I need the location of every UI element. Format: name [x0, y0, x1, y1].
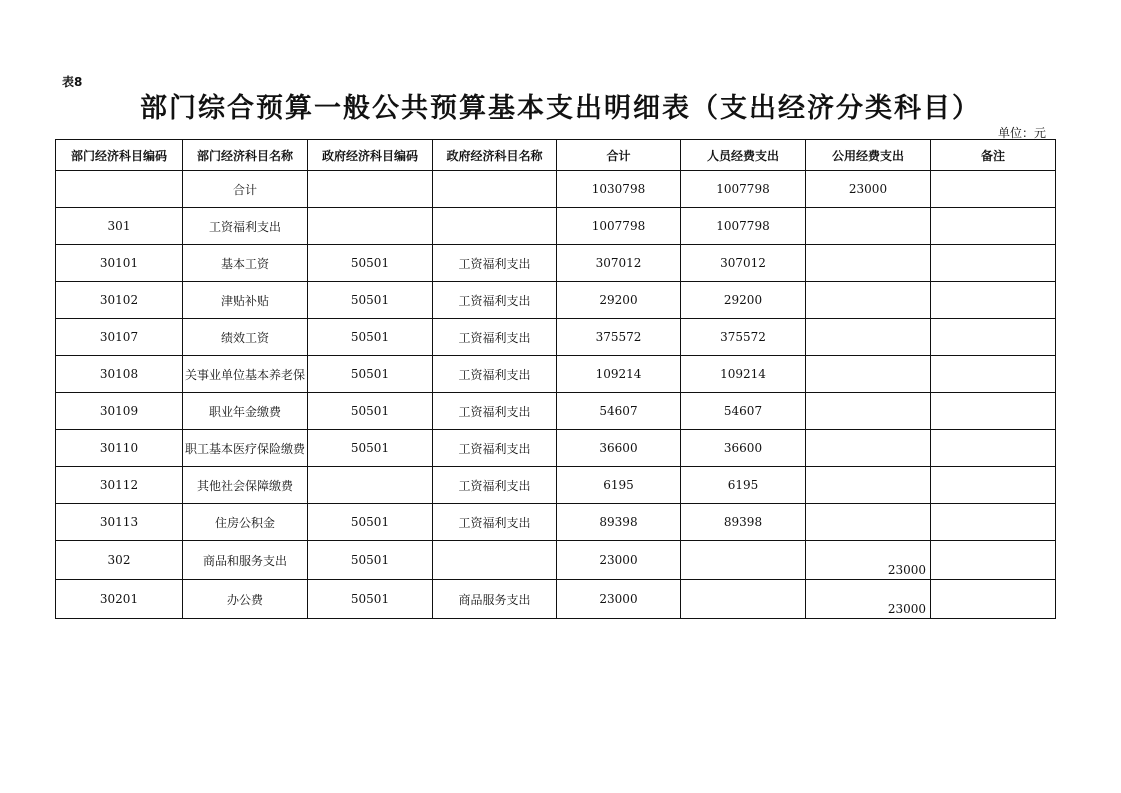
cell-gov-name-text: 工资福利支出	[458, 515, 531, 530]
cell-dept-name	[183, 580, 308, 619]
cell-personnel	[681, 356, 806, 393]
cell-dept-code	[56, 467, 183, 504]
cell-remark	[931, 208, 1056, 245]
cell-gov-code-text: 50501	[350, 330, 390, 344]
col-header-public: 公用经费支出	[806, 140, 931, 171]
table-body	[56, 171, 1056, 619]
cell-personnel-text: 307012	[720, 256, 766, 270]
cell-gov-name	[433, 245, 557, 282]
cell-personnel	[681, 580, 806, 619]
cell-total	[557, 356, 681, 393]
cell-gov-code	[308, 245, 433, 282]
cell-dept-code-text: 30113	[99, 515, 139, 529]
cell-gov-name-text: 工资福利支出	[458, 256, 531, 271]
cell-dept-code	[56, 208, 183, 245]
cell-dept-name-text: 职业年金缴费	[208, 404, 281, 419]
unit-label: 单位：元	[998, 126, 1047, 140]
cell-total	[557, 282, 681, 319]
cell-dept-name-text: 合计	[232, 182, 257, 197]
cell-dept-code-text: 301	[107, 219, 131, 233]
table-row	[56, 319, 1056, 356]
cell-public	[806, 430, 931, 467]
col-header-gov-code: 政府经济科目编码	[308, 140, 433, 171]
cell-gov-code	[308, 541, 433, 580]
cell-remark	[931, 282, 1056, 319]
table-row	[56, 430, 1056, 467]
cell-gov-name-text: 工资福利支出	[458, 478, 531, 493]
cell-gov-code-text: 50501	[350, 553, 390, 567]
cell-total-text: 29200	[599, 293, 638, 307]
cell-total	[557, 393, 681, 430]
cell-public	[806, 356, 931, 393]
cell-remark	[931, 504, 1056, 541]
cell-public-text: 23000	[887, 563, 926, 577]
cell-public	[806, 245, 931, 282]
cell-dept-name-text: 工资福利支出	[208, 219, 281, 234]
cell-personnel	[681, 208, 806, 245]
cell-personnel	[681, 430, 806, 467]
cell-dept-code-text: 30109	[99, 404, 139, 418]
cell-total-text: 375572	[595, 330, 642, 344]
cell-dept-name	[183, 430, 308, 467]
cell-public	[806, 467, 931, 504]
cell-remark	[931, 580, 1056, 619]
cell-dept-code-text: 302	[107, 553, 131, 567]
cell-personnel	[681, 504, 806, 541]
cell-total	[557, 171, 681, 208]
cell-dept-code-text: 30201	[99, 592, 139, 606]
cell-personnel-text: 89398	[723, 515, 763, 529]
table-row	[56, 393, 1056, 430]
cell-dept-code	[56, 504, 183, 541]
cell-personnel-text: 1007798	[716, 182, 770, 196]
cell-gov-code	[308, 282, 433, 319]
table-row	[56, 356, 1056, 393]
cell-dept-name	[183, 245, 308, 282]
cell-gov-code-text: 50501	[350, 441, 390, 455]
cell-dept-code-text: 30102	[99, 293, 139, 307]
cell-dept-code	[56, 393, 183, 430]
cell-public	[806, 580, 931, 619]
cell-personnel-text: 1007798	[716, 219, 770, 233]
cell-personnel	[681, 393, 806, 430]
cell-dept-name-text: 其他社会保障缴费	[196, 478, 293, 493]
cell-gov-name	[433, 282, 557, 319]
cell-public	[806, 393, 931, 430]
cell-dept-name-text: 津贴补贴	[220, 293, 269, 308]
cell-remark	[931, 393, 1056, 430]
cell-total-text: 307012	[595, 256, 642, 270]
cell-gov-name-text: 工资福利支出	[458, 441, 531, 456]
cell-total	[557, 541, 681, 580]
col-header-gov-name: 政府经济科目名称	[433, 140, 557, 171]
cell-dept-name	[183, 171, 308, 208]
cell-gov-code-text: 50501	[350, 293, 390, 307]
cell-gov-name	[433, 467, 557, 504]
col-header-personnel: 人员经费支出	[681, 140, 806, 171]
cell-personnel	[681, 171, 806, 208]
cell-dept-code-text: 30108	[99, 367, 139, 381]
cell-remark	[931, 171, 1056, 208]
cell-total-text: 6195	[603, 478, 634, 492]
cell-gov-name	[433, 393, 557, 430]
cell-total-text: 36600	[599, 441, 638, 455]
cell-public	[806, 541, 931, 580]
cell-total-text: 23000	[599, 592, 638, 606]
cell-gov-code	[308, 356, 433, 393]
cell-dept-name-text: 住房公积金	[214, 515, 275, 530]
cell-total-text: 54607	[599, 404, 638, 418]
cell-gov-code	[308, 467, 433, 504]
col-header-dept-name: 部门经济科目名称	[183, 140, 308, 171]
cell-gov-code-text: 50501	[350, 592, 390, 606]
cell-dept-name-text: 职工基本医疗保险缴费	[184, 441, 305, 456]
cell-gov-name-text: 工资福利支出	[458, 330, 531, 345]
cell-personnel	[681, 245, 806, 282]
col-header-remark: 备注	[931, 140, 1056, 171]
cell-dept-name	[183, 282, 308, 319]
cell-dept-code	[56, 541, 183, 580]
cell-dept-name	[183, 319, 308, 356]
cell-total	[557, 245, 681, 282]
cell-gov-code-text: 50501	[350, 404, 390, 418]
cell-total	[557, 580, 681, 619]
cell-total	[557, 319, 681, 356]
table-number: 表8	[62, 75, 83, 89]
cell-dept-name	[183, 208, 308, 245]
cell-dept-code	[56, 245, 183, 282]
cell-gov-code	[308, 504, 433, 541]
cell-remark	[931, 541, 1056, 580]
cell-total	[557, 467, 681, 504]
expenditure-table	[55, 139, 1056, 619]
cell-dept-name-text: 办公费	[226, 592, 263, 607]
cell-personnel-text: 36600	[723, 441, 763, 455]
cell-gov-code-text: 50501	[350, 256, 390, 270]
cell-public-text: 23000	[887, 602, 926, 616]
cell-gov-name	[433, 319, 557, 356]
table-row	[56, 245, 1056, 282]
cell-dept-code	[56, 319, 183, 356]
cell-gov-name	[433, 171, 557, 208]
cell-public	[806, 208, 931, 245]
table-row	[56, 467, 1056, 504]
cell-total	[557, 208, 681, 245]
cell-personnel-text: 29200	[723, 293, 763, 307]
cell-public	[806, 282, 931, 319]
cell-public	[806, 319, 931, 356]
table-row	[56, 282, 1056, 319]
cell-gov-name	[433, 580, 557, 619]
cell-personnel	[681, 282, 806, 319]
cell-personnel-text: 375572	[720, 330, 766, 344]
cell-gov-code	[308, 208, 433, 245]
cell-dept-name-text: 绩效工资	[220, 330, 269, 345]
cell-dept-name	[183, 504, 308, 541]
cell-gov-name-text: 工资福利支出	[458, 293, 531, 308]
cell-gov-code	[308, 171, 433, 208]
cell-gov-name	[433, 541, 557, 580]
cell-dept-code	[56, 580, 183, 619]
cell-gov-code	[308, 430, 433, 467]
header-row	[56, 140, 1056, 171]
cell-total	[557, 504, 681, 541]
page-title: 部门综合预算一般公共预算基本支出明细表（支出经济分类科目）	[140, 93, 981, 124]
cell-dept-name	[183, 356, 308, 393]
cell-total-text: 109214	[595, 367, 642, 381]
cell-dept-code-text: 30110	[99, 441, 139, 455]
cell-remark	[931, 245, 1056, 282]
col-header-total: 合计	[557, 140, 681, 171]
cell-total	[557, 430, 681, 467]
table-row	[56, 208, 1056, 245]
cell-personnel	[681, 541, 806, 580]
cell-remark	[931, 467, 1056, 504]
cell-personnel-text: 6195	[727, 478, 759, 492]
cell-remark	[931, 430, 1056, 467]
cell-dept-code-text: 30112	[99, 478, 139, 492]
cell-gov-name	[433, 208, 557, 245]
cell-personnel	[681, 467, 806, 504]
cell-public-text: 23000	[848, 182, 888, 196]
cell-dept-name	[183, 541, 308, 580]
cell-gov-code-text: 50501	[350, 367, 390, 381]
cell-public	[806, 504, 931, 541]
cell-dept-code-text: 30101	[99, 256, 139, 270]
table-row	[56, 504, 1056, 541]
cell-personnel-text: 109214	[720, 367, 766, 381]
cell-dept-name	[183, 393, 308, 430]
cell-personnel	[681, 319, 806, 356]
cell-remark	[931, 319, 1056, 356]
cell-gov-name-text: 商品服务支出	[458, 592, 531, 607]
cell-dept-code-text: 30107	[99, 330, 139, 344]
cell-gov-code	[308, 393, 433, 430]
cell-dept-name	[183, 467, 308, 504]
cell-gov-name	[433, 504, 557, 541]
cell-gov-name-text: 工资福利支出	[458, 367, 531, 382]
cell-gov-code-text: 50501	[350, 515, 390, 529]
cell-dept-name-text: 基本工资	[220, 256, 269, 271]
cell-dept-code	[56, 171, 183, 208]
table-row	[56, 580, 1056, 619]
table-row	[56, 171, 1056, 208]
cell-gov-name-text: 工资福利支出	[458, 404, 531, 419]
cell-remark	[931, 356, 1056, 393]
cell-gov-code	[308, 580, 433, 619]
cell-total-text: 23000	[599, 553, 638, 567]
cell-gov-name	[433, 356, 557, 393]
cell-dept-code	[56, 282, 183, 319]
cell-gov-name	[433, 430, 557, 467]
cell-public	[806, 171, 931, 208]
cell-dept-name-text: 关事业单位基本养老保	[184, 367, 305, 382]
cell-dept-code	[56, 430, 183, 467]
cell-total-text: 1030798	[591, 182, 646, 196]
cell-gov-code	[308, 319, 433, 356]
cell-dept-code	[56, 356, 183, 393]
col-header-dept-code: 部门经济科目编码	[56, 140, 183, 171]
cell-total-text: 89398	[599, 515, 638, 529]
cell-total-text: 1007798	[591, 219, 646, 233]
table-row	[56, 541, 1056, 580]
cell-dept-name-text: 商品和服务支出	[202, 553, 287, 568]
cell-personnel-text: 54607	[723, 404, 763, 418]
